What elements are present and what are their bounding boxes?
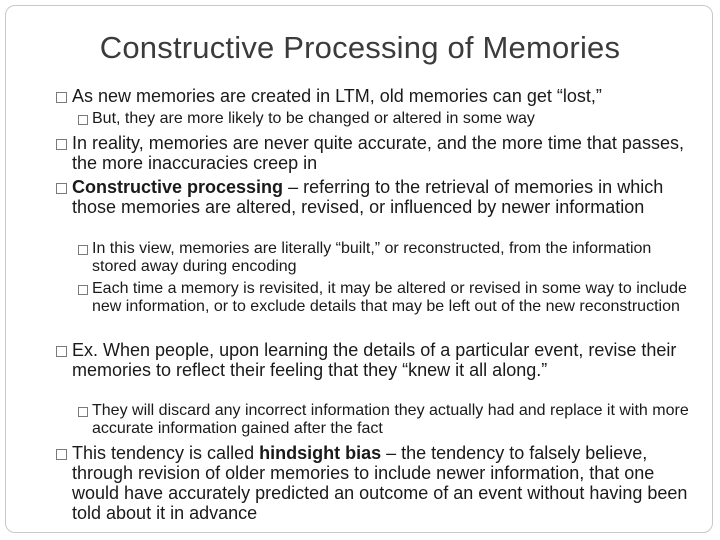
term-constructive-processing: Constructive processing	[72, 177, 284, 197]
bullet-text	[72, 177, 690, 217]
square-bullet-icon	[56, 346, 67, 357]
bullet-text: As new memories are created in LTM, old memories can get “lost,”	[72, 86, 602, 106]
bullet-text: But, they are more likely to be changed or altered in some way	[92, 110, 535, 127]
square-bullet-icon	[78, 115, 88, 125]
bullet-text: In reality, memories are never quite accurate, and the more time that passes, the more inaccuracies creep in	[72, 133, 684, 173]
bullet-item	[72, 177, 690, 217]
square-bullet-icon	[56, 92, 67, 103]
definition-text: – the tendency to falsely believe, through revision of older memories to include newer information, that one would have accurately predicted an outcome of an event without having been told about it in advance	[72, 443, 688, 523]
sub-bullet-item	[92, 402, 690, 438]
sub-bullet-item	[92, 280, 690, 316]
square-bullet-icon	[78, 285, 88, 295]
bullet-item	[72, 340, 690, 380]
bullet-text: In this view, memories are literally “built,” or reconstructed, from the information stored away during encoding	[92, 240, 652, 275]
definition-text: – referring to the retrieval of memories in which those memories are altered, revised, or influenced by newer information	[72, 177, 664, 217]
term-hindsight-bias: hindsight bias	[259, 443, 382, 463]
bullet-text	[72, 443, 690, 523]
square-bullet-icon	[78, 407, 88, 417]
square-bullet-icon	[56, 449, 67, 460]
sub-bullet-item	[92, 110, 690, 128]
bullet-text: Ex. When people, upon learning the details of a particular event, revise their memories to reflect their feeling that they “knew it all along.”	[72, 340, 677, 380]
bullet-text: Each time a memory is revisited, it may be altered or revised in some way to include new information, or to exclude details that may be left out of the new reconstruction	[92, 280, 687, 315]
slide-title: Constructive Processing of Memories	[99, 30, 621, 65]
square-bullet-icon	[56, 139, 67, 150]
square-bullet-icon	[56, 183, 67, 194]
bullet-text: They will discard any incorrect information they actually had and replace it with more accurate information gained after the fact	[92, 402, 689, 437]
bullet-item	[72, 86, 690, 106]
bullet-prefix: This tendency is called	[72, 443, 260, 463]
square-bullet-icon	[78, 245, 88, 255]
bullet-item	[72, 133, 690, 173]
sub-bullet-item	[92, 240, 690, 276]
bullet-item	[72, 443, 690, 523]
